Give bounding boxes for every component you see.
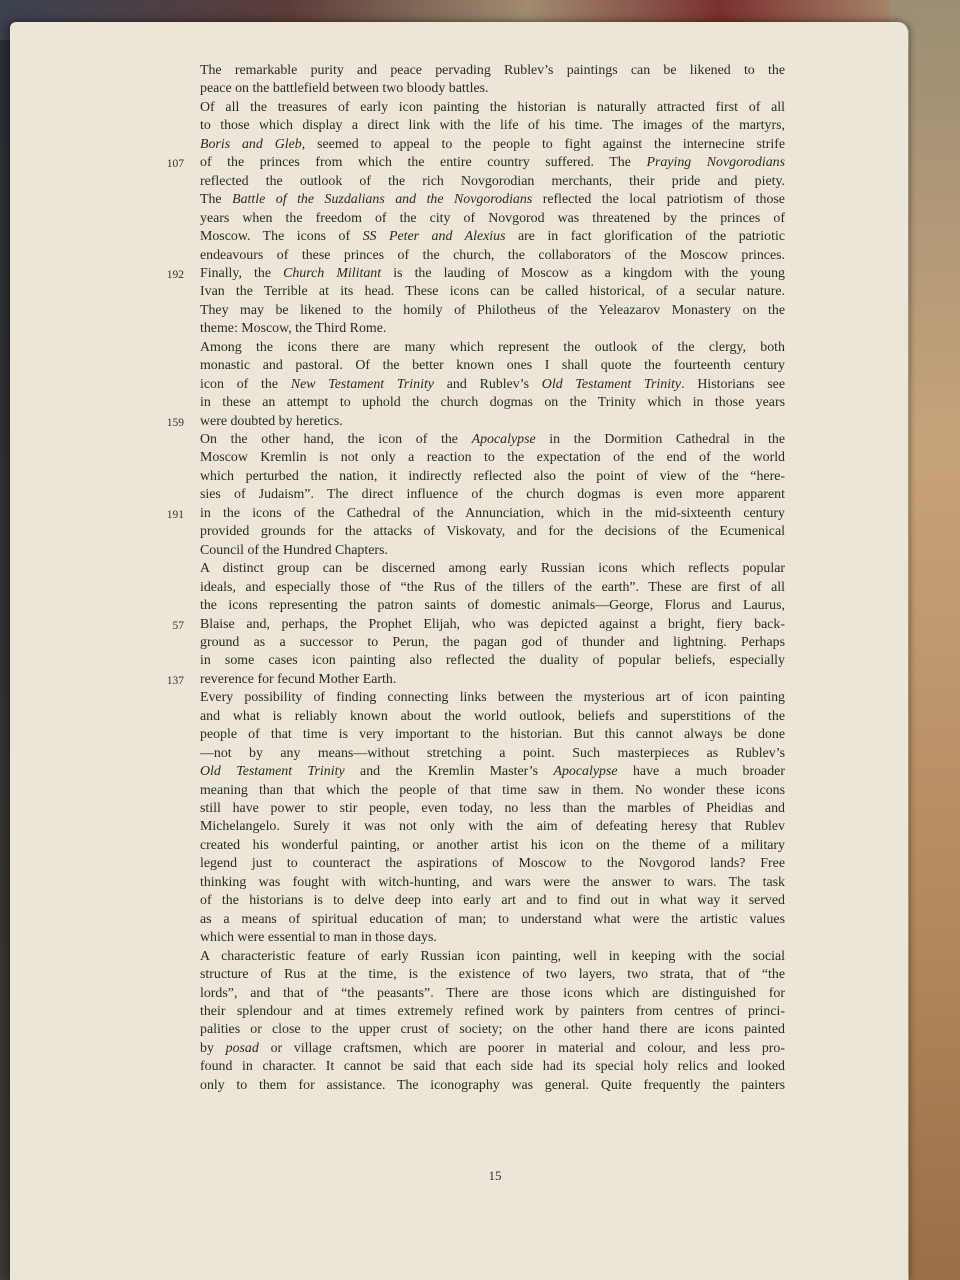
text-line: the icons representing the patron saints of domestic animals—George, Florus and Laurus, bbox=[200, 598, 785, 614]
text-line: which were essential to man in those days. bbox=[200, 930, 437, 946]
text-line: in the icons of the Cathedral of the Annunciation, which in the mid-sixteenth century bbox=[200, 505, 785, 521]
text-line: endeavours of these princes of the church, the collaborators of the Moscow princes. bbox=[200, 247, 785, 263]
text-line: still have power to stir people, even today, no less than the marbles of Pheidias and bbox=[200, 801, 785, 816]
text-line: icon of the New Testament Trinity and Rublev’s Old Testament Trinity. Historians see bbox=[200, 376, 785, 392]
margin-plate-reference: 192 bbox=[166, 268, 184, 281]
text-line: Council of the Hundred Chapters. bbox=[200, 542, 388, 558]
margin-plate-reference: 137 bbox=[166, 674, 184, 687]
text-line: ideals, and especially those of “the Rus of the tillers of the earth”. These are first of all bbox=[200, 579, 785, 595]
margin-plate-reference: 159 bbox=[166, 416, 184, 429]
text-line: and what is reliably known about the world outlook, beliefs and superstitions of the bbox=[200, 708, 785, 724]
text-line: Old Testament Trinity and the Kremlin Master’s Apocalypse have a much broader bbox=[200, 764, 785, 780]
text-line: Moscow Kremlin is not only a reaction to the expectation of the end of the world bbox=[200, 450, 785, 466]
text-line: sies of Judaism”. The direct influence of the church dogmas is even more apparent bbox=[200, 487, 785, 503]
margin-plate-reference: 57 bbox=[172, 619, 184, 632]
text-line: people of that time is very important to the historian. But this cannot always be done bbox=[200, 727, 785, 743]
text-line: Moscow. The icons of SS Peter and Alexius are in fact glorification of the patriotic bbox=[200, 229, 785, 245]
text-line: Michelangelo. Surely it was not only with the aim of defeating heresy that Rublev bbox=[200, 819, 785, 835]
text-line: Every possibility of finding connecting links between the mysterious art of icon painting bbox=[200, 690, 785, 706]
text-line: created his wonderful painting, or another artist his icon on the theme of a military bbox=[200, 837, 785, 853]
text-line: reverence for fecund Mother Earth. bbox=[200, 671, 397, 687]
text-line: as a means of spiritual education of man; to understand what were the artistic values bbox=[200, 911, 785, 927]
text-line: only to them for assistance. The iconography was general. Quite frequently the painters bbox=[200, 1077, 785, 1093]
text-line: legend just to counteract the aspirations of Moscow to the Novgorod lands? Free bbox=[200, 856, 785, 872]
text-line: The Battle of the Suzdalians and the Novgorodians reflected the local patriotism of those bbox=[200, 192, 785, 208]
text-line: reflected the outlook of the rich Novgorodian merchants, their pride and piety. bbox=[200, 173, 785, 189]
text-line: Of all the treasures of early icon painting the historian is naturally attracted first of all bbox=[200, 99, 785, 115]
text-line: years when the freedom of the city of Novgorod was threatened by the princes of bbox=[200, 210, 785, 226]
text-line: provided grounds for the attacks of Viskovaty, and for the decisions of the Ecumenical bbox=[200, 524, 785, 540]
text-line: Among the icons there are many which represent the outlook of the clergy, both bbox=[200, 339, 785, 355]
text-line: thinking was fought with witch-hunting, and wars were the answer to wars. The task bbox=[200, 874, 785, 890]
text-line: palities or close to the upper crust of society; on the other hand there are icons painted bbox=[200, 1022, 785, 1038]
page-number: 15 bbox=[488, 1168, 502, 1183]
text-line: A distinct group can be discerned among early Russian icons which reflects popular bbox=[200, 561, 785, 577]
margin-plate-reference: 191 bbox=[166, 508, 184, 521]
text-line: Ivan the Terrible at its head. These icons can be called historical, of a secular nature. bbox=[200, 284, 785, 300]
text-line: The remarkable purity and peace pervading Rublev’s paintings can be likened to the bbox=[200, 63, 785, 78]
text-line: their splendour and at times extremely refined work by painters from centres of princi- bbox=[200, 1003, 785, 1019]
text-line: in some cases icon painting also reflected the duality of popular beliefs, especially bbox=[200, 653, 785, 669]
text-line: Finally, the Church Militant is the lauding of Moscow as a kingdom with the young bbox=[200, 265, 785, 281]
text-line: by posad or village craftsmen, which are poorer in material and colour, and less pro- bbox=[200, 1040, 785, 1056]
text-line: were doubted by heretics. bbox=[200, 413, 343, 429]
text-line: Boris and Gleb, seemed to appeal to the people to fight against the internecine strife bbox=[200, 136, 786, 152]
text-line: to those which display a direct link with the life of his time. The images of the martyrs, bbox=[200, 118, 785, 134]
text-line: which perturbed the nation, it indirectly reflected also the point of view of the “here- bbox=[200, 468, 785, 484]
text-line: On the other hand, the icon of the Apocalypse in the Dormition Cathedral in the bbox=[200, 432, 785, 447]
text-line: lords”, and that of “the peasants”. There are those icons which are distinguished for bbox=[200, 985, 785, 1001]
text-line: monastic and pastoral. Of the better known ones I shall quote the fourteenth century bbox=[200, 358, 785, 374]
text-line: structure of Rus at the time, is the existence of two layers, two strata, that of “the bbox=[200, 967, 785, 983]
text-line: A characteristic feature of early Russian icon painting, well in keeping with the social bbox=[200, 948, 785, 964]
text-line: Blaise and, perhaps, the Prophet Elijah, who was depicted against a bright, fiery back- bbox=[200, 616, 785, 632]
book-page bbox=[10, 22, 908, 1280]
text-line: They may be likened to the homily of Philotheus of the Yeleazarov Monastery on the bbox=[200, 302, 785, 318]
text-line: of the princes from which the entire country suffered. The Praying Novgorodians bbox=[200, 155, 785, 171]
text-line: ground as a successor to Perun, the pagan god of thunder and lightning. Perhaps bbox=[200, 634, 785, 650]
text-line: meaning than that which the people of that time saw in them. No wonder these icons bbox=[200, 782, 785, 798]
text-line: —not by any means—without stretching a point. Such masterpieces as Rublev’s bbox=[200, 745, 785, 761]
text-line: found in character. It cannot be said that each side had its special holy relics and looked bbox=[200, 1059, 785, 1075]
text-line: theme: Moscow, the Third Rome. bbox=[200, 321, 387, 337]
text-line: peace on the battlefield between two bloody battles. bbox=[200, 81, 489, 97]
text-line: in these an attempt to uphold the church dogmas on the Trinity which in those years bbox=[200, 395, 785, 411]
margin-plate-reference: 107 bbox=[166, 158, 184, 171]
text-line: of the historians is to delve deep into early art and to find out in what way it served bbox=[200, 893, 785, 909]
